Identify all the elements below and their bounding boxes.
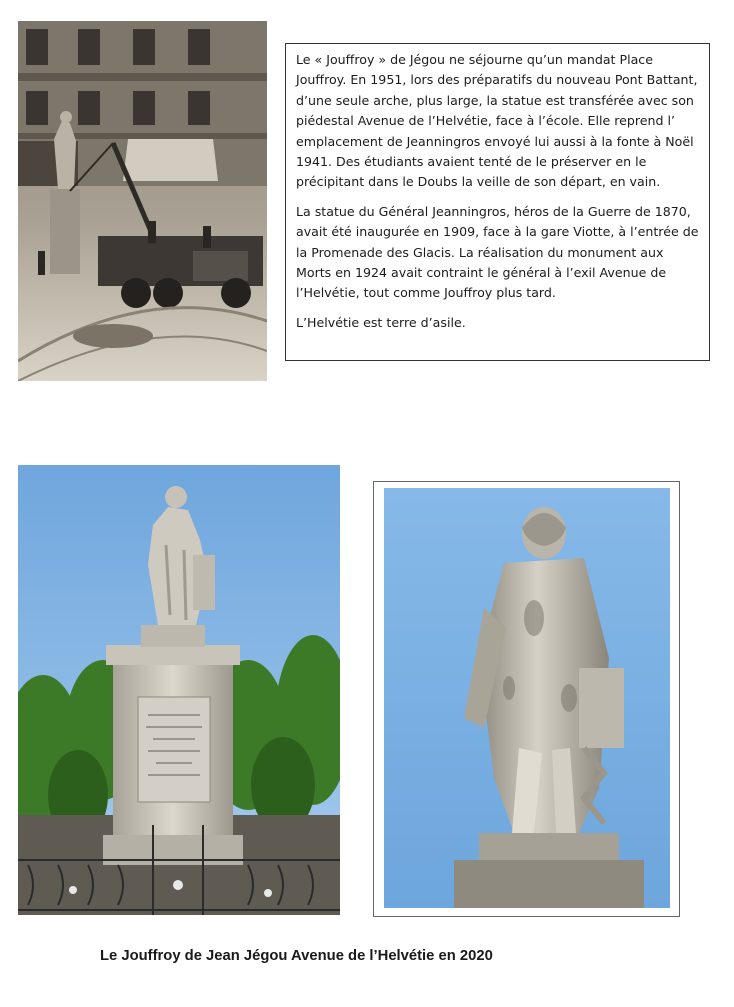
photo-statue-closeup-2020 (384, 488, 670, 908)
paragraph-jeanningros: La statue du Général Jeanningros, héros de la Guerre de 1870, avait été inaugurée en 1909, face à la gare Viotte, à l’entrée de la Promenade des Glacis. La réalisation du monument aux Morts en 1924 avait contraint le général à l’exil Avenue de l’Helvétie, tout comme Jouffroy plus tard. (296, 203, 699, 301)
paragraph-jouffroy-transfer: Le « Jouffroy » de Jégou ne séjourne qu’un mandat Place Jouffroy. En 1951, lors des préparatifs du nouveau Pont Battant, d’une seule arche, plus large, la statue est transférée avec son piédestal Avenue de l’Helvétie, face à l’école. Elle reprend l’ emplacement de Jeanningros envoyé lui aussi à la fonte à Noël 1941. Des étudiants avaient tenté de le préserver en le précipitant dans le Doubs la veille de son départ, en vain. (296, 52, 698, 190)
paragraph-helvetie: L’Helvétie est terre d’asile. (296, 314, 466, 330)
photo-caption: Le Jouffroy de Jean Jégou Avenue de l’Helvétie en 2020 (100, 948, 493, 964)
text-box (285, 43, 710, 361)
photo-statue-transfer-1951 (18, 21, 267, 381)
photo-monument-full-2020 (18, 465, 340, 915)
photo-frame (373, 481, 680, 917)
